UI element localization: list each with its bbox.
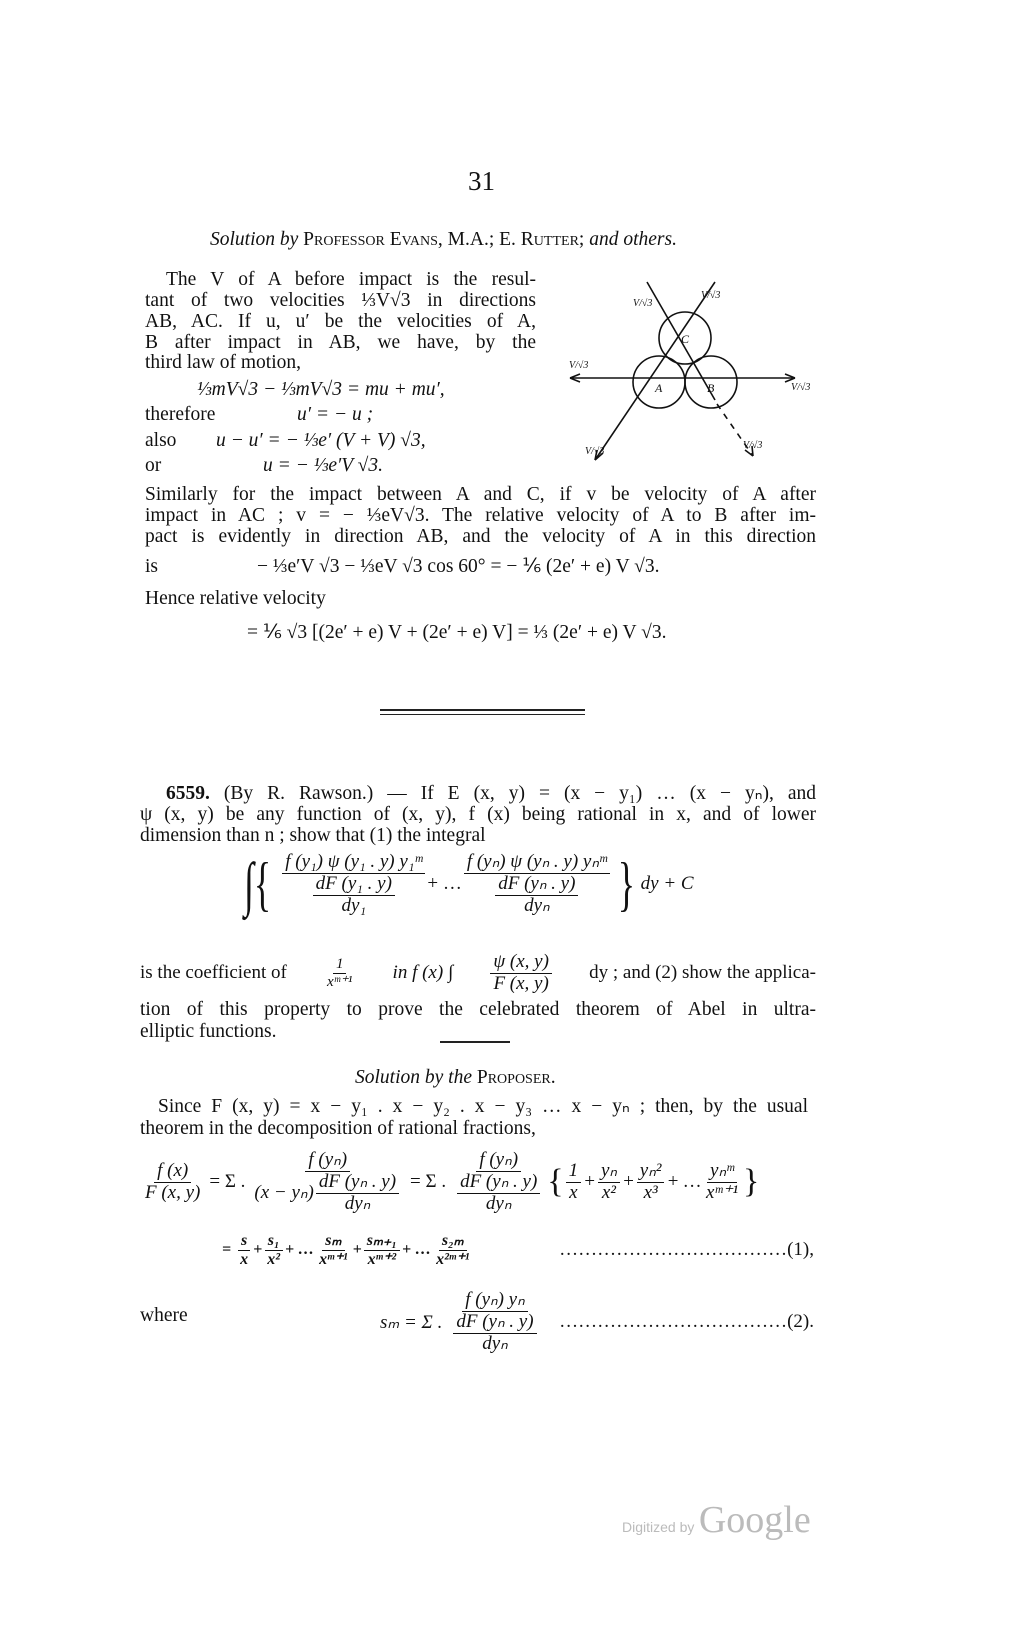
text-line: theorem in the decomposition of rational fractions, [140,1118,536,1139]
plus: + [583,1171,596,1193]
question-number: 6559. [166,783,210,804]
denominator: x [240,1250,249,1268]
solution-heading [210,229,677,250]
text-line: ψ (x, y) be any function of (x, y), f (x) being rational in x, and of lower [140,804,816,825]
plus-dots: + … [427,873,462,895]
integral-tail: dy + C [640,873,694,895]
denominator: x [569,1181,578,1203]
text-line: AB, AC. If u, u′ be the velocities of A, [145,311,536,332]
velocity-label: V/√3 [569,360,589,371]
integral-sign: ∫{ [244,851,272,918]
line-ac [595,282,715,460]
heading-suffix: and others. [589,229,677,250]
collision-diagram [555,270,820,470]
velocity-label: V/√3 [791,382,811,393]
section-divider [380,709,585,711]
text-line [140,952,816,995]
numerator: f (yₙ) [476,1150,521,1172]
denominator-bottom: dyₙ [482,1332,508,1354]
denominator-top: dF (yₙ . y) [316,1172,399,1194]
plus: + [621,1171,635,1193]
numerator: f (x) [154,1161,191,1183]
label: is [145,556,159,577]
label: or [145,455,162,476]
text-line: Since F (x, y) = x − y₁ . x − y₂ . x − y₃ … x − yₙ ; then, by the usual [158,1096,808,1117]
equation-series [222,1232,814,1268]
denominator: xᵐ⁺² [367,1250,397,1268]
numerator: f (yₙ) yₙ [462,1290,527,1312]
denominator-top: dF (yₙ . y) [457,1172,540,1194]
velocity-label: V/√3 [585,446,605,457]
equation: − ⅓e′V √3 − ⅓eV √3 cos 60° = − ⅙ (2e′ + e) V √3. [257,556,660,577]
text: in f (x) ∫ [392,962,454,984]
denominator-bottom: dyₙ [344,1192,371,1214]
equation: u′ = − u ; [297,404,374,425]
label-a: A [655,381,663,395]
denominator-top: dF (yₙ . y) [453,1312,536,1334]
plus: + [253,1241,263,1259]
numerator: sₘ₊₁ [364,1232,400,1251]
heading-author: Proposer. [476,1067,556,1088]
equals: = [222,1241,232,1259]
text-line: tion of this property to prove the celebrated theorem of Abel in ultra- [140,999,816,1020]
denominator: xᵐ⁺¹ [705,1181,739,1203]
equation-decomposition [140,1150,759,1215]
denominator-prefix: (x − yₙ) [254,1181,314,1203]
denominator: F (x, y) [493,972,549,994]
heading-prefix: Solution by the [355,1067,472,1088]
equation-reference: ………………………………(1), [559,1239,814,1261]
numerator: yₙᵐ [707,1161,737,1183]
solution-heading [355,1067,556,1088]
denominator-top: dF (yₙ . y) [495,874,578,896]
text-line [166,783,816,804]
google-logo: Google [698,1499,811,1541]
text-line: third law of motion, [145,352,301,373]
text: dy ; and (2) show the applica- [589,962,816,984]
heading-prefix: Solution by [210,229,299,250]
watermark-prefix: Digitized by [622,1519,695,1535]
numerator: s [238,1232,250,1251]
text-line: impact in AC ; v = − ⅓eV√3. The relative velocity of A to B after im- [145,505,816,526]
numerator: sₘ [322,1232,344,1251]
text-line: B after impact in AB, we have, by the [145,332,536,353]
digitized-watermark [622,1498,811,1542]
text-line: The V of A before impact is the resul- [166,269,536,290]
numerator: yₙ [598,1161,620,1183]
velocity-label: V/√3 [743,440,763,451]
numerator: ψ (x, y) [490,952,552,974]
denominator: x³ [643,1181,658,1203]
label: where [140,1305,188,1326]
lhs: sₘ = Σ . [380,1311,443,1333]
denominator-bottom: dyₙ [485,1192,512,1214]
heading-authors: Professor Evans, M.A.; E. Rutter; [303,229,585,250]
plus-dots: + … [401,1241,432,1259]
numerator: s₁ [265,1232,283,1251]
text-line: Similarly for the impact between A and C, if v be velocity of A after [145,484,816,505]
question-text: — If E (x, y) = (x − y₁) … (x − yₙ), and [387,783,816,804]
label: also [145,430,177,451]
label-c: C [681,332,690,346]
denominator-top: dF (y₁ . y) [313,874,395,896]
velocity-label: V/√3 [701,290,721,301]
velocity-label: V/√3 [633,298,653,309]
numerator: f (yₙ) ψ (yₙ . y) yₙᵐ [464,852,610,874]
page-number: 31 [468,166,495,196]
equation-reference: ………………………………(2). [559,1311,814,1333]
integral-expression [235,852,694,917]
plus-dots: + … [666,1171,701,1193]
plus-dots: + … [285,1241,315,1259]
sigma: = Σ . [410,1171,447,1193]
numerator: f (y₁) ψ (y₁ . y) y₁ᵐ [282,852,425,874]
denominator: xᵐ⁺¹ [319,1250,348,1268]
question-author: (By R. Rawson.) [223,783,374,804]
denominator: F (x, y) [145,1181,201,1203]
label-b: B [707,381,715,395]
text-line: Hence relative velocity [145,588,326,609]
brace-open: { [547,1163,564,1201]
denominator: x²ᵐ⁺¹ [436,1250,470,1268]
equation-sm [380,1290,814,1355]
label: therefore [145,404,216,425]
denominator: x² [267,1250,281,1268]
brace-close: } [617,851,635,918]
numerator: s₂ₘ [439,1232,467,1251]
equation: = ⅙ √3 [(2e′ + e) V + (2e′ + e) V] = ⅓ (2e′ + e) V √3. [247,622,667,643]
numerator: 1 [566,1161,582,1183]
denominator-bottom: dyₙ [524,894,550,916]
denominator: x² [601,1181,617,1203]
brace-close: } [743,1163,760,1201]
denominator: xᵐ⁺¹ [327,973,353,990]
equation: u − u′ = − ⅓e′ (V + V) √3, [216,430,426,451]
plus: + [352,1241,362,1259]
text-line: tant of two velocities ⅓V√3 in directions [145,290,536,311]
numerator: yₙ² [637,1161,665,1183]
denominator-bottom: dy₁ [341,894,367,916]
numerator: 1 [333,956,347,974]
numerator: f (yₙ) [305,1150,350,1172]
text-line: pact is evidently in direction AB, and the velocity of A in this direction [145,526,816,547]
text-line: elliptic functions. [140,1021,277,1042]
text: is the coefficient of [140,962,287,984]
text-line: dimension than n ; show that (1) the integral [140,825,486,846]
equation: u = − ⅓e′V √3. [263,455,383,476]
short-divider [440,1041,510,1043]
equation: ⅓mV√3 − ⅓mV√3 = mu + mu′, [197,379,445,400]
sigma: = Σ . [209,1171,246,1193]
section-divider [380,714,585,715]
